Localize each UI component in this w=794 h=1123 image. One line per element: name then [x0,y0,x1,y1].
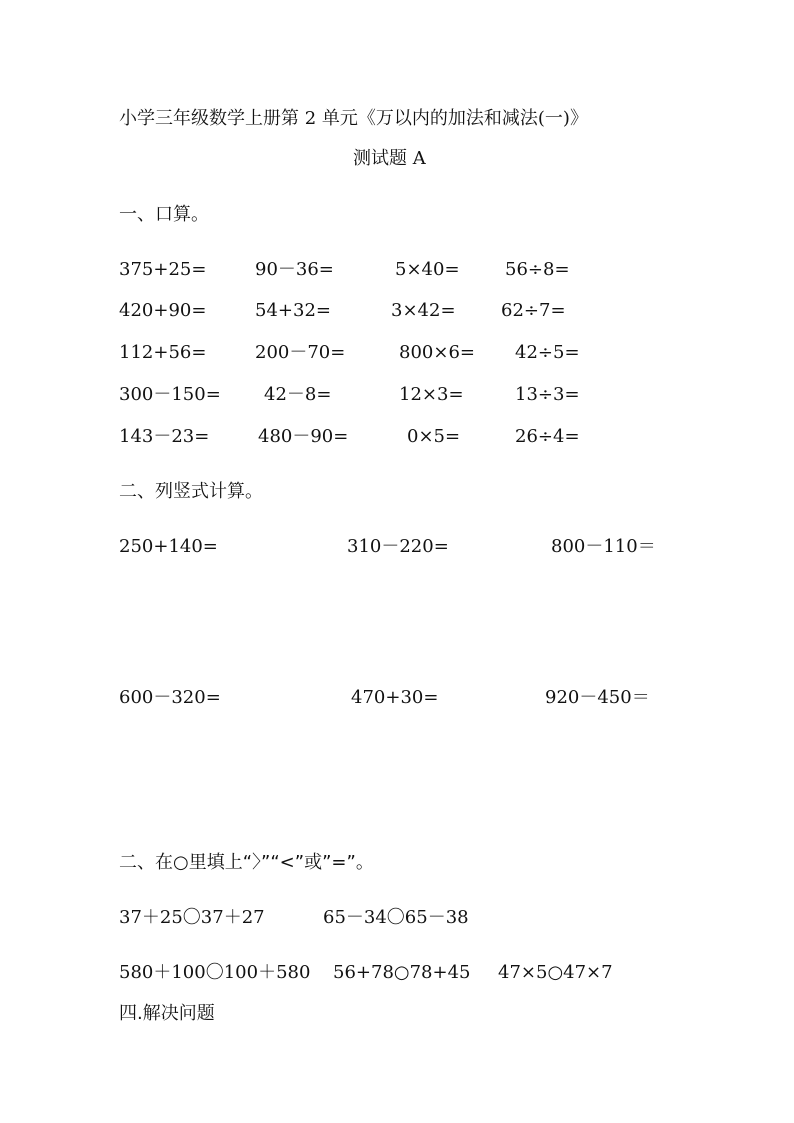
mental-problem: 112+56= [119,342,207,363]
mental-problem: 56÷8= [505,259,570,280]
vertical-problem: 470+30= [351,687,439,708]
mental-problem: 26÷4= [515,426,580,447]
mental-problem: 12×3= [399,384,464,405]
mental-problem: 0×5= [407,426,461,447]
vertical-problem: 800－110＝ [551,536,656,557]
compare-problem: 56+78○78+45 [333,962,471,983]
mental-problem: 90－36= [255,259,334,280]
vertical-problem: 250+140= [119,536,218,557]
mental-problem: 13÷3= [515,384,580,405]
mental-problem: 143－23= [119,426,210,447]
compare-problem: 65－34〇65－38 [323,907,469,928]
mental-problem: 42－8= [264,384,332,405]
mental-problem: 300－150= [119,384,221,405]
mental-problem: 480－90= [258,426,349,447]
vertical-problem: 310－220= [347,536,449,557]
page-title-line1: 小学三年级数学上册第 2 单元《万以内的加法和减法(一)》 [119,108,588,129]
mental-problem: 5×40= [395,259,460,280]
section4-heading: 四.解决问题 [119,1003,215,1024]
compare-problem: 47×5○47×7 [498,962,613,983]
mental-problem: 3×42= [391,300,456,321]
compare-problem: 37＋25〇37＋27 [119,907,265,928]
mental-problem: 200－70= [255,342,346,363]
mental-problem: 375+25= [119,259,207,280]
compare-problem: 580＋100〇100＋580 [119,962,311,983]
mental-problem: 42÷5= [515,342,580,363]
vertical-problem: 600－320= [119,687,221,708]
mental-problem: 62÷7= [501,300,566,321]
vertical-problem: 920－450＝ [545,687,650,708]
mental-problem: 54+32= [255,300,331,321]
section2-heading: 二、列竖式计算。 [119,481,263,502]
mental-problem: 800×6= [399,342,475,363]
mental-problem: 420+90= [119,300,207,321]
section1-heading: 一、口算。 [119,204,209,225]
section3-heading: 二、在○里填上“〉”“<”或”=”。 [119,852,374,873]
page-title-line2: 测试题 A [353,148,426,169]
